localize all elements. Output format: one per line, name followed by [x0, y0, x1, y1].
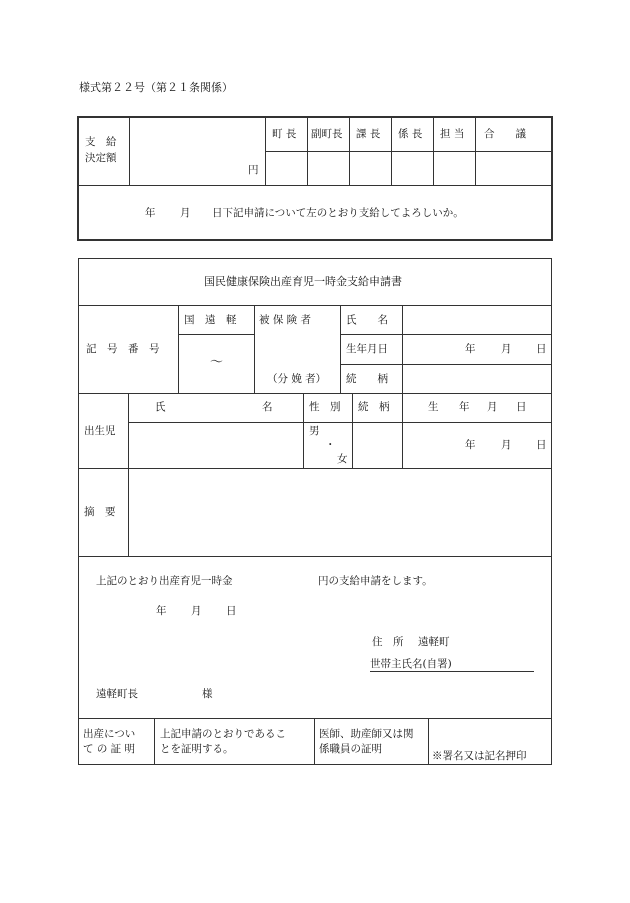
newborn-label: 出生児 — [84, 425, 116, 437]
yen-unit: 円 — [248, 164, 259, 176]
signature-line — [370, 671, 534, 672]
seal-note: ※署名又は記名押印 — [432, 750, 527, 762]
form-number: 様式第２２号（第２１条関係） — [79, 81, 233, 94]
range-tilde: ～ — [210, 355, 224, 370]
stamp-header-mayor: 町 長 — [272, 128, 297, 140]
newborn-header-given-name: 名 — [262, 401, 273, 413]
newborn-header-birth-2: 年 — [459, 401, 470, 413]
stamp-header-deputy-mayor: 副町長 — [311, 128, 343, 140]
newborn-header-sex: 性 別 — [309, 401, 341, 413]
dob-label: 生年月日 — [346, 343, 388, 355]
newborn-header-birth-3: 月 — [487, 401, 498, 413]
request-suffix: 円の支給申請をします。 — [318, 575, 433, 587]
newborn-header-birth-4: 日 — [516, 401, 527, 413]
approval-statement: 日下記申請について左のとおり支給してよろしいか。 — [212, 207, 464, 219]
dob-year: 年 — [465, 343, 476, 355]
addressee: 遠軽町長 — [96, 688, 138, 700]
newborn-birth-month: 月 — [501, 439, 512, 451]
certification-statement: 上記申請のとおりであるこ とを証明する。 — [160, 728, 286, 756]
address-label: 住 所 — [372, 636, 404, 648]
stamp-header-staff: 担 当 — [440, 128, 465, 140]
sex-option-female: 女 — [337, 453, 348, 465]
name-label: 氏 名 — [346, 314, 388, 326]
newborn-birth-day: 日 — [536, 439, 547, 451]
insured-person-label: 被 保 険 者 — [259, 314, 312, 326]
sex-option-male: 男 — [309, 425, 320, 437]
approval-month: 月 — [180, 207, 191, 219]
newborn-birth-year: 年 — [465, 439, 476, 451]
relation-label: 続 柄 — [346, 373, 388, 385]
honorific: 様 — [202, 688, 213, 700]
request-year: 年 — [156, 605, 167, 617]
amount-label-line2: 決定額 — [85, 152, 117, 164]
newborn-header-relation: 続 柄 — [358, 401, 390, 413]
newborn-header-surname: 氏 — [155, 401, 166, 413]
approval-year: 年 — [145, 207, 156, 219]
amount-label-line1: 支 給 — [85, 136, 117, 148]
sex-option-separator: ・ — [325, 439, 336, 451]
form-title: 国民健康保険出産育児一時金支給申請書 — [204, 275, 402, 288]
request-prefix: 上記のとおり出産育児一時金 — [96, 575, 233, 587]
dob-day: 日 — [536, 343, 547, 355]
stamp-header-section-chief: 課 長 — [356, 128, 381, 140]
symbol-number-label: 記 号 番 号 — [86, 343, 160, 355]
newborn-header-birth-1: 生 — [428, 401, 439, 413]
dob-month: 月 — [501, 343, 512, 355]
childbearer-label: （分 娩 者） — [267, 373, 327, 385]
birth-certification-label: 出産につい て の 証 明 — [83, 728, 136, 756]
stamp-header-consultation: 合 議 — [484, 128, 526, 140]
summary-label: 摘 要 — [84, 506, 116, 518]
address-value: 遠軽町 — [418, 636, 450, 648]
request-month: 月 — [191, 605, 202, 617]
householder-name-label: 世帯主氏名(自署) — [370, 658, 452, 670]
doctor-certification-label: 医師、助産師又は関 係職員の証明 — [319, 728, 414, 756]
request-day: 日 — [226, 605, 237, 617]
stamp-header-subsection-chief: 係 長 — [398, 128, 423, 140]
town-code-label: 国 遠 軽 — [184, 314, 237, 326]
